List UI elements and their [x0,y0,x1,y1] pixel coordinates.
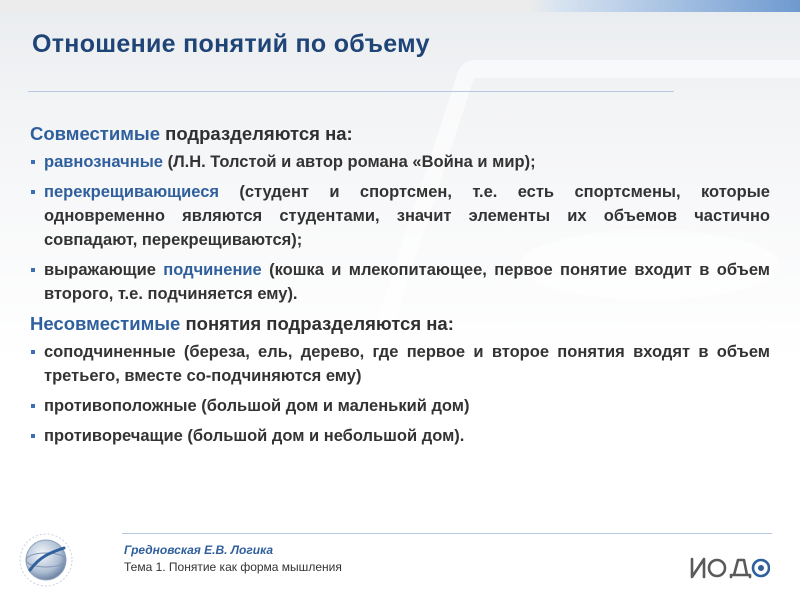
footer-author: Гредновская Е.В. Логика [124,543,274,557]
incompatible-heading [30,312,770,336]
list-item [30,258,770,306]
list-item-text: противоположные (большой дом и маленький дом) [44,397,470,415]
list-item [30,424,770,448]
slide-content [30,122,770,454]
list-item [30,150,770,174]
footer-topic: Тема 1. Понятие как форма мышления [124,560,342,574]
list-item-prefix: выражающие [44,261,164,279]
compatible-term: Совместимые [30,123,161,144]
square-bullet-icon [31,190,35,194]
square-bullet-icon [31,268,35,272]
list-item-text: (студент и спортсмен, т.е. есть спортсмены, которые одновременно являются студентами, значит элементы их объемов частично совпадают, перекрещиваются); [44,183,770,249]
incompatible-term: Несовместимые [30,313,181,334]
compatible-list [30,150,770,306]
internet-university-globe-logo [16,530,76,590]
top-decorative-bar [0,0,800,12]
list-item-text: противоречащие (большой дом и небольшой дом). [44,427,465,445]
title-divider [28,91,674,92]
compatible-heading [30,122,770,146]
incompatible-heading-rest: понятия подразделяются на: [180,313,454,334]
incompatible-list [30,340,770,448]
list-item [30,340,770,388]
list-item-term: подчинение [163,261,262,279]
square-bullet-icon [31,160,35,164]
list-item-term: перекрещивающиеся [44,183,219,201]
footer-divider [122,533,772,534]
list-item-text: (Л.Н. Толстой и автор романа «Война и мир); [162,153,536,171]
list-item-text: соподчиненные (береза, ель, дерево, где первое и второе понятия входят в объем третьего, вместе со-подчиняются ему) [44,343,770,385]
slide-title: Отношение понятий по объему [32,30,430,58]
list-item-term: равнозначные [44,153,163,171]
square-bullet-icon [31,404,35,408]
compatible-heading-rest: подразделяются на: [160,123,353,144]
list-item-text: (кошка и млекопитающее, первое понятие входит в объем второго, т.е. подчиняется ему). [44,261,770,303]
square-bullet-icon [31,350,35,354]
list-item [30,180,770,252]
list-item [30,394,770,418]
iodo-logo [688,555,770,581]
square-bullet-icon [31,434,35,438]
